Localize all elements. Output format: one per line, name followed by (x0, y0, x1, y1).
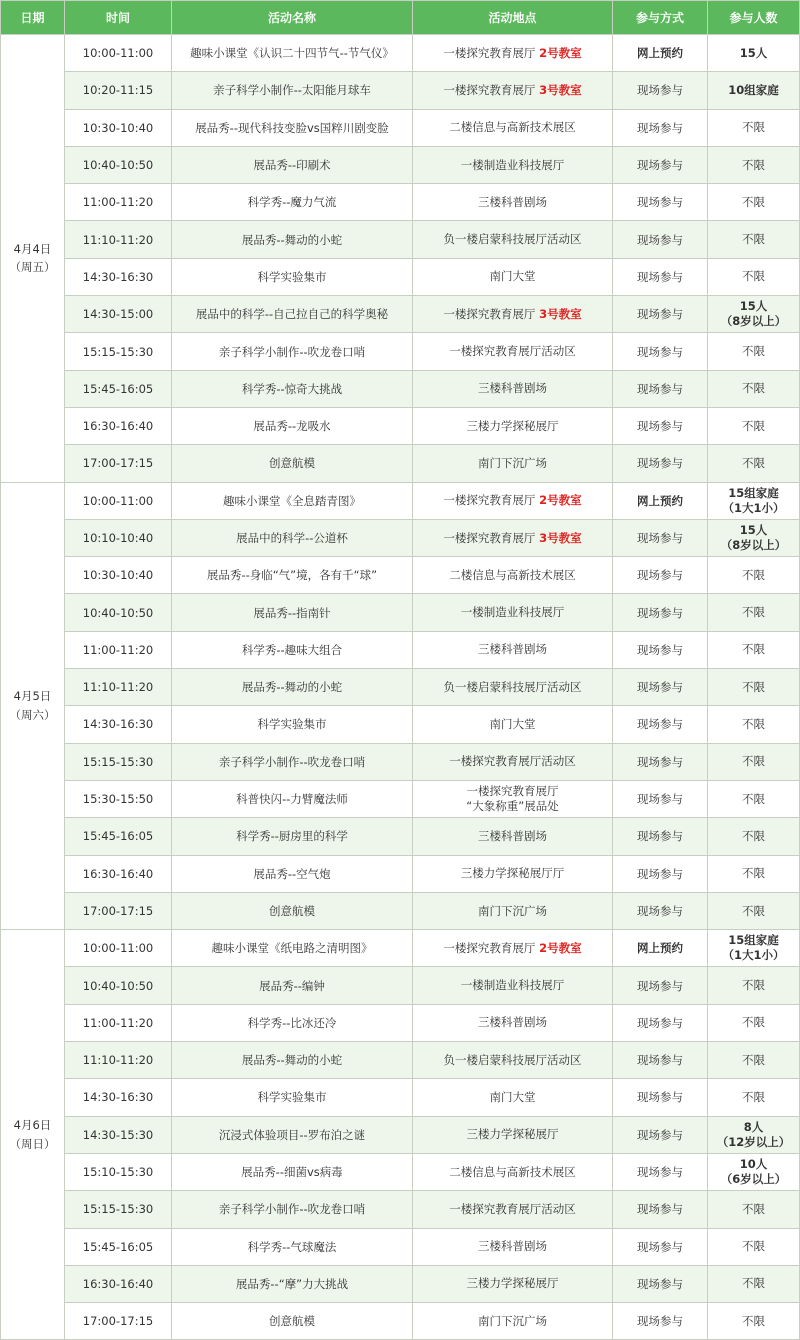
count-cell: 不限 (708, 1303, 800, 1340)
location-text: 一楼探究教育展厅 (443, 493, 536, 508)
method-cell: 现场参与 (613, 967, 708, 1004)
activity-name-cell: 创意航模 (172, 892, 413, 929)
count-cell: 不限 (708, 333, 800, 370)
location-cell (413, 818, 613, 855)
location-cell (413, 1265, 613, 1302)
date-label: 4月6日 (13, 1118, 52, 1133)
location-text: 南门大堂 (489, 717, 536, 732)
location-text: 三楼科普剧场 (478, 642, 547, 657)
location-cell (413, 258, 613, 295)
count-cell: 不限 (708, 1191, 800, 1228)
activity-name-cell: 展品中的科学--自己拉自己的科学奥秘 (172, 296, 413, 333)
location-text: 一楼探究教育展厅 (443, 45, 536, 60)
time-cell: 11:00-11:20 (65, 184, 172, 221)
table-row (1, 482, 800, 519)
method-cell: 现场参与 (613, 780, 708, 817)
time-cell: 14:30-16:30 (65, 1079, 172, 1116)
location-text: 三楼科普剧场 (478, 1015, 547, 1030)
method-cell: 现场参与 (613, 818, 708, 855)
activity-name-cell: 科学秀--魔力气流 (172, 184, 413, 221)
time-cell: 16:30-16:40 (65, 407, 172, 444)
schedule-body (1, 35, 800, 1340)
location-cell (413, 184, 613, 221)
method-cell: 现场参与 (613, 109, 708, 146)
location-cell (413, 333, 613, 370)
method-cell: 现场参与 (613, 631, 708, 668)
time-cell: 14:30-16:30 (65, 706, 172, 743)
location-cell (413, 594, 613, 631)
activity-name-cell: 科学实验集市 (172, 1079, 413, 1116)
time-cell: 10:00-11:00 (65, 482, 172, 519)
count-cell: 不限 (708, 1228, 800, 1265)
location-text: 二楼信息与高新技术展区 (449, 1164, 576, 1179)
method-cell: 现场参与 (613, 72, 708, 109)
time-cell: 15:15-15:30 (65, 1191, 172, 1228)
location-cell (413, 1116, 613, 1153)
table-row (1, 296, 800, 333)
location-cell (413, 35, 613, 72)
count-cell: 10组家庭 (708, 72, 800, 109)
count-cell: 不限 (708, 146, 800, 183)
count-cell: 不限 (708, 109, 800, 146)
method-cell: 现场参与 (613, 743, 708, 780)
table-row (1, 221, 800, 258)
activity-name-cell: 科学秀--惊奇大挑战 (172, 370, 413, 407)
room-label: 3号教室 (539, 530, 582, 545)
location-cell (413, 557, 613, 594)
activity-name-cell: 科学秀--气球魔法 (172, 1228, 413, 1265)
count-cell: 15组家庭 （1大1小） (708, 482, 800, 519)
count-cell: 8人 （12岁以上） (708, 1116, 800, 1153)
location-text: 一楼探究教育展厅 (443, 530, 536, 545)
location-text: 一楼探究教育展厅 (443, 306, 536, 321)
time-cell: 11:10-11:20 (65, 221, 172, 258)
table-row (1, 519, 800, 556)
count-cell: 不限 (708, 557, 800, 594)
method-cell: 网上预约 (613, 35, 708, 72)
header-date: 日期 (1, 1, 65, 35)
method-cell: 现场参与 (613, 706, 708, 743)
time-cell: 10:10-10:40 (65, 519, 172, 556)
time-cell: 16:30-16:40 (65, 855, 172, 892)
time-cell: 15:15-15:30 (65, 333, 172, 370)
activity-name-cell: 亲子科学小制作--吹龙卷口哨 (172, 1191, 413, 1228)
time-cell: 16:30-16:40 (65, 1265, 172, 1302)
header-method: 参与方式 (613, 1, 708, 35)
count-cell: 15组家庭 （1大1小） (708, 930, 800, 967)
time-cell: 10:20-11:15 (65, 72, 172, 109)
room-label: 3号教室 (539, 82, 582, 97)
table-row (1, 892, 800, 929)
count-cell: 不限 (708, 1079, 800, 1116)
activity-name-cell: 亲子科学小制作--吹龙卷口哨 (172, 333, 413, 370)
date-cell (1, 35, 65, 483)
table-row (1, 631, 800, 668)
time-cell: 15:45-16:05 (65, 370, 172, 407)
room-label: 2号教室 (539, 493, 582, 508)
time-cell: 10:00-11:00 (65, 35, 172, 72)
location-text: 三楼科普剧场 (478, 828, 547, 843)
location-cell (413, 1042, 613, 1079)
location-cell (413, 1191, 613, 1228)
location-text: 二楼信息与高新技术展区 (449, 120, 576, 135)
location-text: 三楼力学探秘展厅 (466, 1127, 559, 1142)
method-cell: 现场参与 (613, 1004, 708, 1041)
location-text: 南门大堂 (489, 269, 536, 284)
activity-name-cell: 展品秀--编钟 (172, 967, 413, 1004)
table-row (1, 1153, 800, 1190)
method-cell: 现场参与 (613, 258, 708, 295)
count-cell: 不限 (708, 1265, 800, 1302)
location-text: 二楼信息与高新技术展区 (449, 567, 576, 582)
count-cell: 不限 (708, 743, 800, 780)
time-cell: 10:30-10:40 (65, 109, 172, 146)
table-row (1, 370, 800, 407)
location-cell (413, 743, 613, 780)
header-location: 活动地点 (413, 1, 613, 35)
table-row (1, 594, 800, 631)
location-cell (413, 109, 613, 146)
activity-name-cell: 沉浸式体验项目--罗布泊之谜 (172, 1116, 413, 1153)
location-cell (413, 146, 613, 183)
location-cell (413, 482, 613, 519)
location-text: 一楼制造业科技展厅 (460, 605, 565, 620)
time-cell: 11:10-11:20 (65, 669, 172, 706)
room-label: 2号教室 (539, 940, 582, 955)
location-cell (413, 221, 613, 258)
date-cell (1, 482, 65, 930)
method-cell: 现场参与 (613, 594, 708, 631)
location-text: 三楼力学探秘展厅 (466, 418, 559, 433)
method-cell: 现场参与 (613, 669, 708, 706)
method-cell: 现场参与 (613, 370, 708, 407)
count-cell: 不限 (708, 258, 800, 295)
count-cell: 15人 （8岁以上） (708, 296, 800, 333)
location-text: 一楼制造业科技展厅 (460, 157, 565, 172)
time-cell: 10:40-10:50 (65, 967, 172, 1004)
time-cell: 11:00-11:20 (65, 1004, 172, 1041)
table-row (1, 743, 800, 780)
activity-name-cell: 科学秀--比冰还冷 (172, 1004, 413, 1041)
count-cell: 不限 (708, 1004, 800, 1041)
method-cell: 现场参与 (613, 1228, 708, 1265)
location-text: 三楼科普剧场 (478, 381, 547, 396)
count-cell: 不限 (708, 221, 800, 258)
method-cell: 现场参与 (613, 1153, 708, 1190)
time-cell: 14:30-15:30 (65, 1116, 172, 1153)
time-cell: 14:30-16:30 (65, 258, 172, 295)
location-cell (413, 1303, 613, 1340)
time-cell: 15:10-15:30 (65, 1153, 172, 1190)
table-row (1, 855, 800, 892)
location-cell (413, 892, 613, 929)
activity-name-cell: 科学实验集市 (172, 706, 413, 743)
location-text: 南门大堂 (489, 1089, 536, 1104)
table-row (1, 557, 800, 594)
location-cell (413, 930, 613, 967)
location-cell (413, 780, 613, 817)
weekday-label: （周六） (9, 707, 56, 722)
table-row (1, 35, 800, 72)
table-row (1, 967, 800, 1004)
activity-name-cell: 展品秀--舞动的小蛇 (172, 669, 413, 706)
time-cell: 15:45-16:05 (65, 1228, 172, 1265)
table-row (1, 1265, 800, 1302)
time-cell: 15:30-15:50 (65, 780, 172, 817)
count-cell: 不限 (708, 370, 800, 407)
table-row (1, 407, 800, 444)
count-cell: 不限 (708, 780, 800, 817)
count-cell: 不限 (708, 669, 800, 706)
table-row (1, 445, 800, 482)
activity-name-cell: 展品秀--龙吸水 (172, 407, 413, 444)
time-cell: 15:45-16:05 (65, 818, 172, 855)
header-count: 参与人数 (708, 1, 800, 35)
location-text: 一楼探究教育展厅活动区 (449, 344, 576, 359)
location-text: 三楼力学探秘展厅 (466, 1276, 559, 1291)
location-text: 三楼科普剧场 (478, 1239, 547, 1254)
location-text: 一楼探究教育展厅 (443, 82, 536, 97)
count-cell: 15人 (708, 35, 800, 72)
weekday-label: （周日） (9, 1136, 56, 1151)
method-cell: 现场参与 (613, 184, 708, 221)
activity-name-cell: 趣味小课堂《全息踏青图》 (172, 482, 413, 519)
method-cell: 现场参与 (613, 407, 708, 444)
table-row (1, 109, 800, 146)
location-cell (413, 967, 613, 1004)
method-cell: 网上预约 (613, 930, 708, 967)
method-cell: 现场参与 (613, 892, 708, 929)
time-cell: 11:00-11:20 (65, 631, 172, 668)
activity-name-cell: 展品秀--舞动的小蛇 (172, 221, 413, 258)
location-cell (413, 370, 613, 407)
activity-name-cell: 创意航模 (172, 445, 413, 482)
location-text: 一楼探究教育展厅活动区 (449, 754, 576, 769)
location-text: 一楼探究教育展厅 “大象称重”展品处 (466, 784, 559, 814)
location-text: 负一楼启蒙科技展厅活动区 (443, 1052, 582, 1067)
activity-name-cell: 展品秀--细菌vs病毒 (172, 1153, 413, 1190)
location-text: 一楼探究教育展厅活动区 (449, 1201, 576, 1216)
method-cell: 现场参与 (613, 333, 708, 370)
activity-name-cell: 科学实验集市 (172, 258, 413, 295)
method-cell: 现场参与 (613, 519, 708, 556)
time-cell: 15:15-15:30 (65, 743, 172, 780)
location-cell (413, 407, 613, 444)
count-cell: 不限 (708, 407, 800, 444)
location-cell (413, 855, 613, 892)
table-row (1, 72, 800, 109)
location-text: 一楼制造业科技展厅 (460, 978, 565, 993)
count-cell: 不限 (708, 184, 800, 221)
activity-name-cell: 展品秀--空气炮 (172, 855, 413, 892)
activity-name-cell: 展品秀--舞动的小蛇 (172, 1042, 413, 1079)
table-row (1, 1116, 800, 1153)
weekday-label: （周五） (9, 260, 56, 275)
time-cell: 17:00-17:15 (65, 1303, 172, 1340)
location-cell (413, 1079, 613, 1116)
method-cell: 网上预约 (613, 482, 708, 519)
table-row (1, 669, 800, 706)
count-cell: 不限 (708, 1042, 800, 1079)
table-row (1, 146, 800, 183)
table-row (1, 930, 800, 967)
date-cell (1, 930, 65, 1340)
table-row (1, 1191, 800, 1228)
count-cell: 不限 (708, 631, 800, 668)
activity-name-cell: 展品秀--身临“气”境，各有千“球” (172, 557, 413, 594)
location-cell (413, 296, 613, 333)
table-row (1, 1303, 800, 1340)
count-cell: 不限 (708, 967, 800, 1004)
header-time: 时间 (65, 1, 172, 35)
activity-name-cell: 亲子科学小制作--吹龙卷口哨 (172, 743, 413, 780)
count-cell: 不限 (708, 892, 800, 929)
room-label: 3号教室 (539, 306, 582, 321)
method-cell: 现场参与 (613, 1042, 708, 1079)
method-cell: 现场参与 (613, 1116, 708, 1153)
activity-name-cell: 展品秀--“摩”力大挑战 (172, 1265, 413, 1302)
table-row (1, 1004, 800, 1041)
table-row (1, 258, 800, 295)
location-text: 一楼探究教育展厅 (443, 940, 536, 955)
activity-name-cell: 趣味小课堂《纸电路之清明图》 (172, 930, 413, 967)
activity-name-cell: 展品秀--指南针 (172, 594, 413, 631)
activity-name-cell: 展品秀--现代科技变脸vs国粹川剧变脸 (172, 109, 413, 146)
activity-name-cell: 展品中的科学--公道杯 (172, 519, 413, 556)
header-row (1, 1, 800, 35)
time-cell: 10:40-10:50 (65, 146, 172, 183)
method-cell: 现场参与 (613, 1303, 708, 1340)
location-cell (413, 1153, 613, 1190)
count-cell: 不限 (708, 855, 800, 892)
method-cell: 现场参与 (613, 557, 708, 594)
location-text: 南门下沉广场 (478, 1313, 547, 1328)
date-label: 4月4日 (13, 241, 52, 256)
count-cell: 不限 (708, 818, 800, 855)
activity-name-cell: 科普快闪--力臂魔法师 (172, 780, 413, 817)
method-cell: 现场参与 (613, 221, 708, 258)
location-text: 南门下沉广场 (478, 455, 547, 470)
count-cell: 不限 (708, 445, 800, 482)
method-cell: 现场参与 (613, 855, 708, 892)
activity-name-cell: 展品秀--印刷术 (172, 146, 413, 183)
location-text: 三楼科普剧场 (478, 194, 547, 209)
method-cell: 现场参与 (613, 1265, 708, 1302)
header-name: 活动名称 (172, 1, 413, 35)
table-row (1, 780, 800, 817)
count-cell: 不限 (708, 706, 800, 743)
location-text: 负一楼启蒙科技展厅活动区 (443, 232, 582, 247)
table-row (1, 706, 800, 743)
activity-name-cell: 科学秀--厨房里的科学 (172, 818, 413, 855)
location-cell (413, 631, 613, 668)
location-cell (413, 445, 613, 482)
location-cell (413, 72, 613, 109)
location-cell (413, 519, 613, 556)
location-cell (413, 669, 613, 706)
table-row (1, 333, 800, 370)
method-cell: 现场参与 (613, 1191, 708, 1228)
room-label: 2号教室 (539, 45, 582, 60)
table-row (1, 184, 800, 221)
location-text: 南门下沉广场 (478, 903, 547, 918)
date-label: 4月5日 (13, 689, 52, 704)
table-row (1, 1079, 800, 1116)
location-text: 三楼力学探秘展厅厅 (460, 866, 565, 881)
table-row (1, 1042, 800, 1079)
time-cell: 10:00-11:00 (65, 930, 172, 967)
count-cell: 10人 （6岁以上） (708, 1153, 800, 1190)
location-cell (413, 1004, 613, 1041)
method-cell: 现场参与 (613, 445, 708, 482)
method-cell: 现场参与 (613, 296, 708, 333)
time-cell: 17:00-17:15 (65, 445, 172, 482)
method-cell: 现场参与 (613, 1079, 708, 1116)
location-cell (413, 706, 613, 743)
time-cell: 10:30-10:40 (65, 557, 172, 594)
table-row (1, 1228, 800, 1265)
table-row (1, 818, 800, 855)
activity-name-cell: 科学秀--趣味大组合 (172, 631, 413, 668)
activity-name-cell: 趣味小课堂《认识二十四节气--节气仪》 (172, 35, 413, 72)
activity-name-cell: 创意航模 (172, 1303, 413, 1340)
time-cell: 14:30-15:00 (65, 296, 172, 333)
method-cell: 现场参与 (613, 146, 708, 183)
time-cell: 11:10-11:20 (65, 1042, 172, 1079)
activity-name-cell: 亲子科学小制作--太阳能月球车 (172, 72, 413, 109)
count-cell: 15人 （8岁以上） (708, 519, 800, 556)
count-cell: 不限 (708, 594, 800, 631)
time-cell: 10:40-10:50 (65, 594, 172, 631)
time-cell: 17:00-17:15 (65, 892, 172, 929)
location-text: 负一楼启蒙科技展厅活动区 (443, 679, 582, 694)
location-cell (413, 1228, 613, 1265)
